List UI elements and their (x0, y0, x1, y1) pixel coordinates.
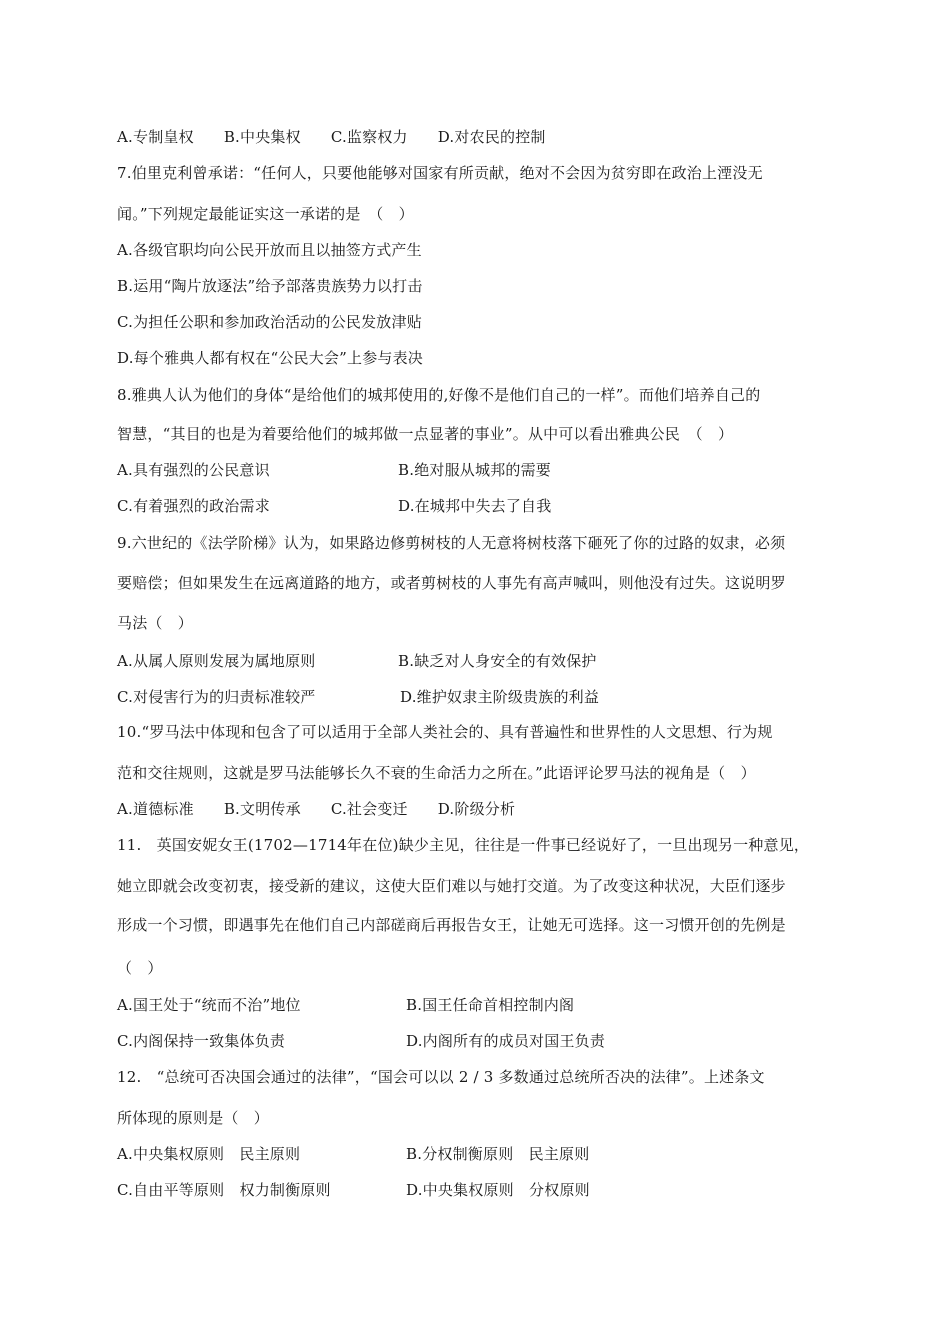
q8-stem-line1: 8.雅典人认为他们的身体“是给他们的城邦使用的,好像不是他们自己的一样”。而他们培养自己的 (117, 386, 761, 404)
q8-option-d: D.在城邦中失去了自我 (398, 497, 552, 515)
q9-options-row1 (117, 651, 817, 671)
q11-stem-line1: 11. 英国安妮女王(1702—1714年在位)缺少主见，往往是一件事已经说好了，一旦出现另一种意见， (117, 836, 810, 854)
q9-option-a: A.从属人原则发展为属地原则 (117, 652, 316, 670)
q9-options-row2 (117, 687, 817, 707)
q9-stem-line1: 9.六世纪的《法学阶梯》认为，如果路边修剪树枝的人无意将树枝落下砸死了你的过路的奴隶，必须 (117, 534, 786, 552)
q7-option-c: C.为担任公职和参加政治活动的公民发放津贴 (117, 313, 422, 331)
q11-option-d: D.内阁所有的成员对国王负责 (406, 1032, 606, 1050)
q11-stem-line4: （ ） (117, 959, 163, 977)
q7-option-d: D.每个雅典人都有权在“公民大会”上参与表决 (117, 349, 423, 367)
q12-stem-line1: 12. “总统可否决国会通过的法律”，“国会可以以 2 / 3 多数通过总统所否决的法律”。上述条文 (117, 1068, 765, 1086)
q11-option-b: B.国王任命首相控制内阁 (406, 996, 575, 1014)
q8-options-row1 (117, 460, 817, 480)
q12-stem-line2: 所体现的原则是（ ） (117, 1109, 270, 1127)
q8-stem-line2: 智慧，“其目的也是为着要给他们的城邦做一点显著的事业”。从中可以看出雅典公民 （ ） (117, 425, 734, 443)
q10-stem-line2: 范和交往规则，这就是罗马法能够长久不衰的生命活力之所在。”此语评论罗马法的视角是（ ） (117, 764, 756, 782)
q11-option-a: A.国王处于“统而不治”地位 (117, 996, 301, 1014)
q6-option-a: A.专制皇权 (117, 128, 194, 146)
q8-option-c: C.有着强烈的政治需求 (117, 497, 270, 515)
q10-option-a: A.道德标准 (117, 800, 194, 818)
q10-options (117, 799, 515, 819)
q11-option-c: C.内阁保持一致集体负责 (117, 1032, 286, 1050)
q10-stem-line1: 10.“罗马法中体现和包含了可以适用于全部人类社会的、具有普遍性和世界性的人文思想、行为规 (117, 723, 773, 741)
q12-option-b: B.分权制衡原则 民主原则 (406, 1145, 590, 1163)
q12-option-a: A.中央集权原则 民主原则 (117, 1145, 301, 1163)
q7-option-b: B.运用“陶片放逐法”给予部落贵族势力以打击 (117, 277, 423, 295)
q9-stem-line2: 要赔偿；但如果发生在远离道路的地方，或者剪树枝的人事先有高声喊叫，则他没有过失。这说明罗 (117, 574, 786, 592)
q6-options (117, 127, 546, 147)
q11-stem-line2: 她立即就会改变初衷，接受新的建议，这使大臣们难以与她打交道。为了改变这种状况，大臣们逐步 (117, 877, 786, 895)
q12-option-c: C.自由平等原则 权力制衡原则 (117, 1181, 331, 1199)
q6-option-c: C.监察权力 (330, 128, 408, 146)
q6-option-d: D.对农民的控制 (437, 128, 546, 146)
q7-stem-line1: 7.伯里克利曾承诺：“任何人，只要他能够对国家有所贡献，绝对不会因为贫穷即在政治上湮没无 (117, 164, 763, 182)
q8-options-row2 (117, 496, 817, 516)
q9-option-c: C.对侵害行为的归责标准较严 (117, 688, 316, 706)
q10-option-c: C.社会变迁 (330, 800, 408, 818)
q9-option-b: B.缺乏对人身安全的有效保护 (398, 652, 597, 670)
q11-options-row2 (117, 1031, 817, 1051)
q7-option-a: A.各级官职均向公民开放而且以抽签方式产生 (117, 241, 422, 259)
q9-stem-line3: 马法（ ） (117, 614, 194, 632)
q10-option-d: D.阶级分析 (437, 800, 516, 818)
q10-option-b: B.文明传承 (223, 800, 301, 818)
q8-option-b: B.绝对服从城邦的需要 (398, 461, 551, 479)
q9-option-d: D.维护奴隶主阶级贵族的利益 (400, 688, 600, 706)
q11-stem-line3: 形成一个习惯，即遇事先在他们自己内部磋商后再报告女王，让她无可选择。这一习惯开创的先例是 (117, 916, 786, 934)
q7-stem-line2: 闻。”下列规定最能证实这一承诺的是 （ ） (117, 205, 414, 223)
q12-options-row1 (117, 1144, 817, 1164)
q8-option-a: A.具有强烈的公民意识 (117, 461, 270, 479)
q12-options-row2 (117, 1180, 817, 1200)
q6-option-b: B.中央集权 (223, 128, 301, 146)
q12-option-d: D.中央集权原则 分权原则 (406, 1181, 590, 1199)
q11-options-row1 (117, 995, 817, 1015)
